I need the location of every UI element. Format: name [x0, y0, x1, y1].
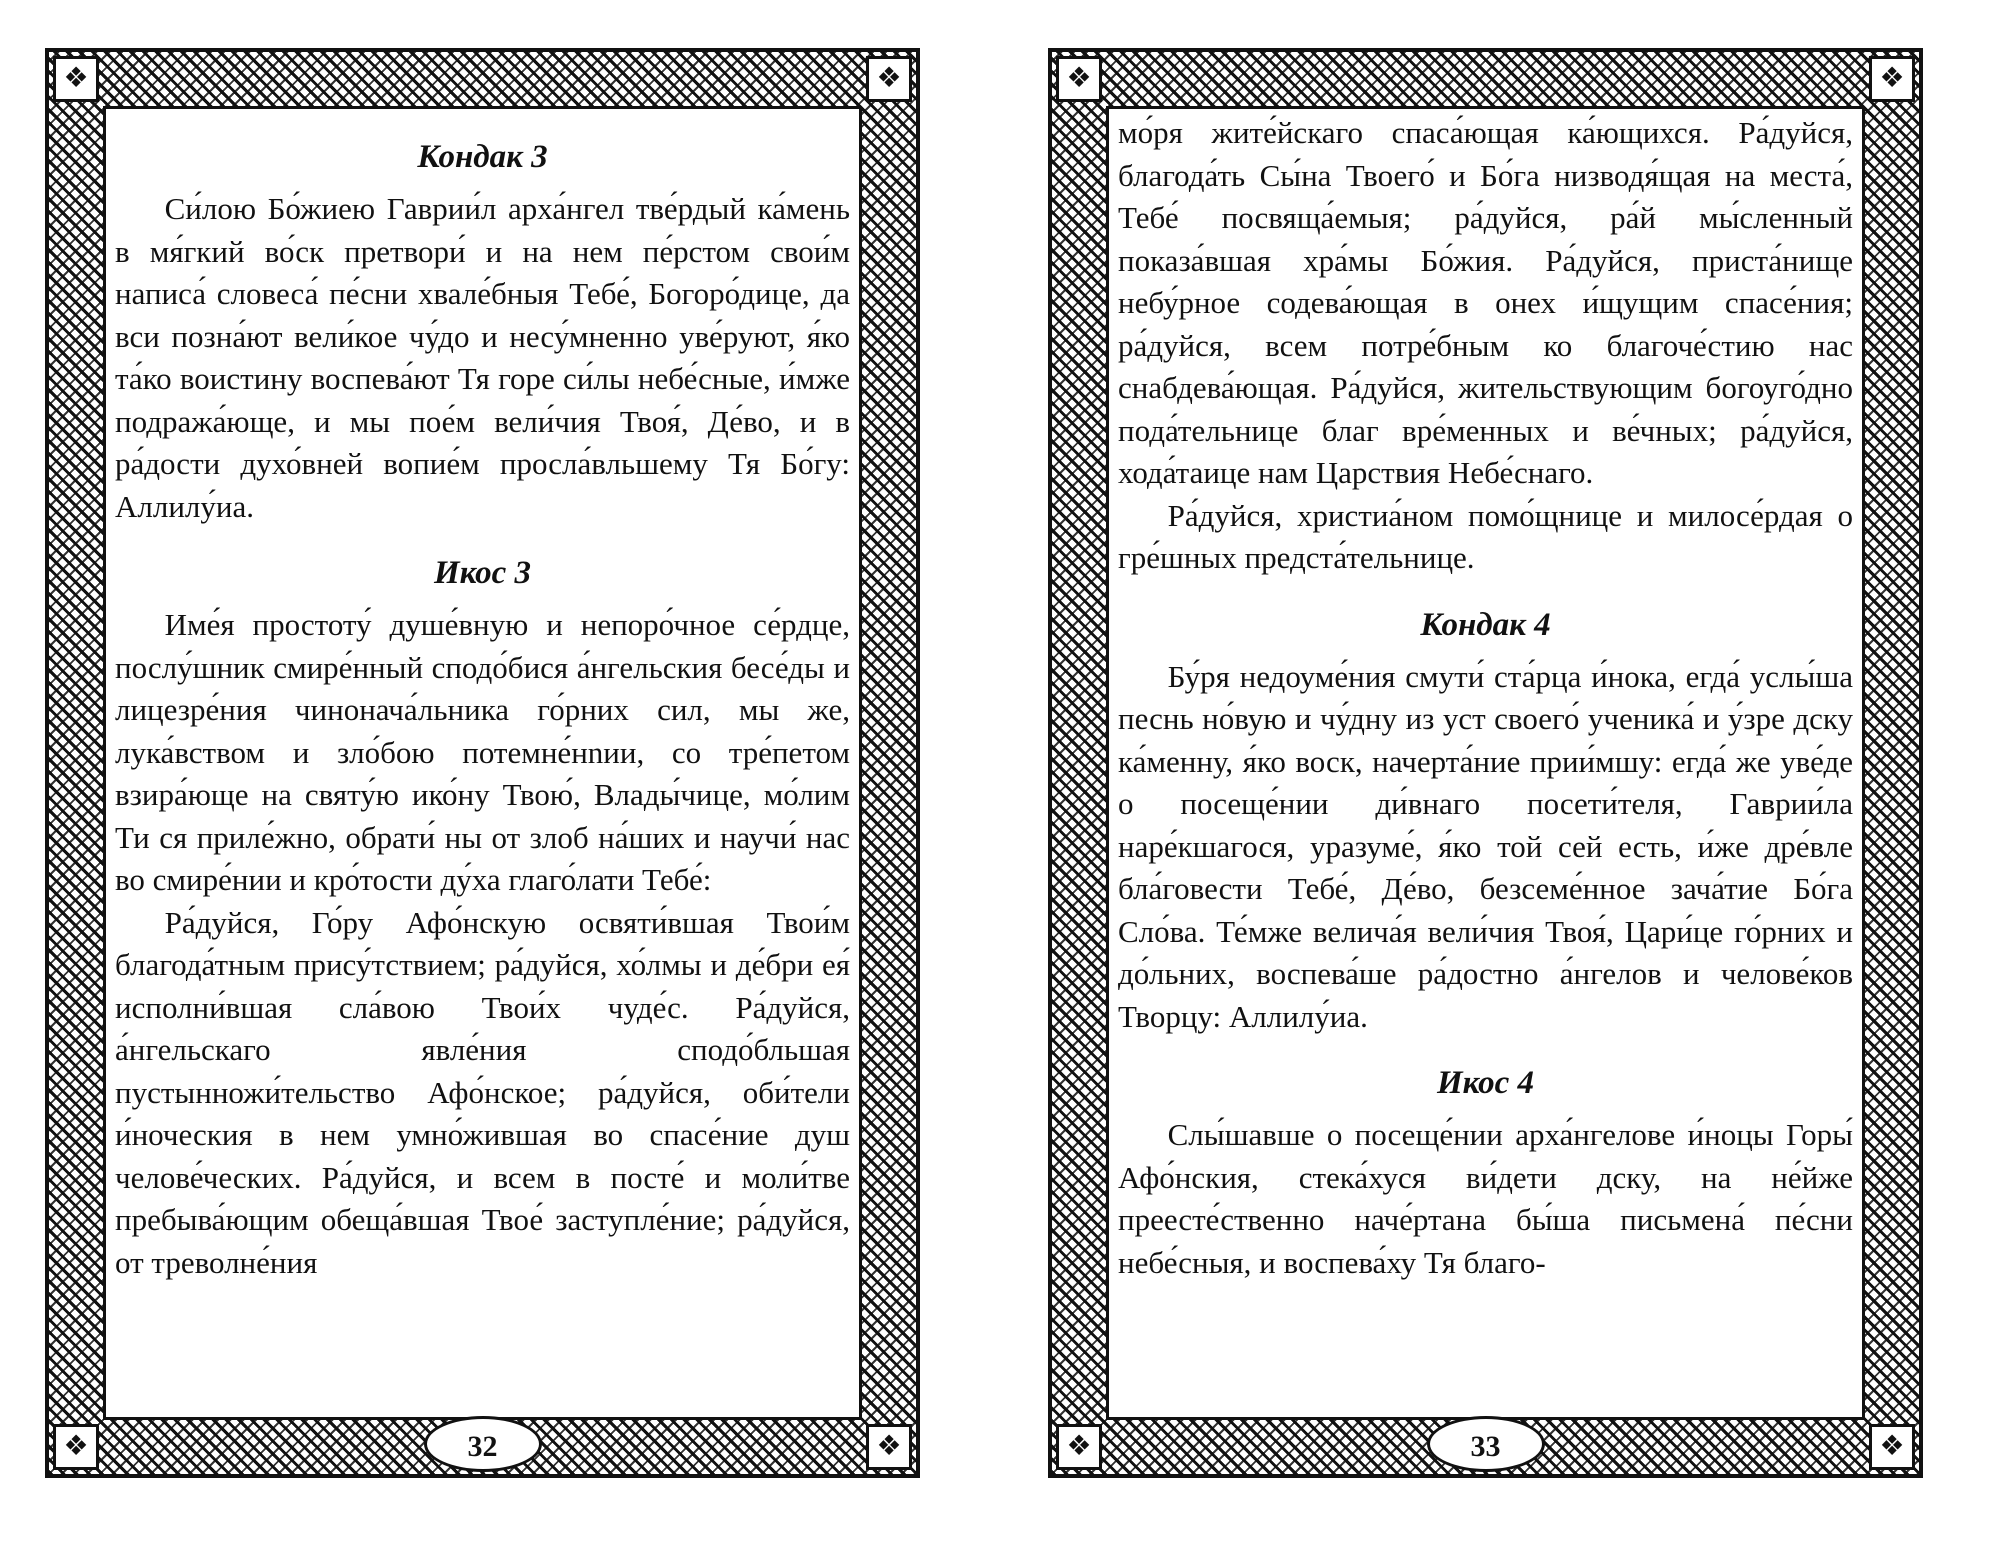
corner-ornament-icon: ❖	[53, 56, 99, 102]
ikos-title: Икос 3	[433, 555, 532, 591]
page-number: 33	[1427, 1416, 1545, 1472]
right-page	[1048, 48, 1923, 1478]
corner-ornament-icon: ❖	[1869, 1424, 1915, 1470]
page-content	[1118, 112, 1853, 1408]
left-page	[45, 48, 920, 1478]
page-number: 32	[424, 1416, 542, 1472]
ikos-text: Име́я простоту́ душе́вную и непоро́чное се́рдце, послу́шник смире́нный сподо́бися а́нгельския бесе́ды и лицезре́ния чинонача́льника го́рних сил, мы же, лука́вством и зло́бою потемне́нnии, со тре́петом взира́юще на святу́ю ико́ну Твою́, Влады́чице, мо́лим Ти ся приле́жно, обрати́ ны от злоб на́ших и научи́ нас во смире́нии и кро́тости ду́ха глаго́лати Тебе́:	[115, 607, 850, 897]
continued-text: мо́ря жите́йскаго спаса́ющая ка́ющихся. Ра́дуйся, благода́ть Сы́на Твоего́ и Бо́га низводя́щая на места́, Тебе́ посвяща́емыя; ра́дуйся, ра́й мы́сленный показа́вшая хра́мы Бо́жия. Ра́дуйся, приста́нище небу́рное содева́ющая в онех и́щущим спасе́ния; ра́дуйся, всем потре́бным ко благоче́стию нас снабдева́ющая. Ра́дуйся, жительствующим богоуго́дно пода́тельнице благ вре́менных и ве́чных; ра́дуйся, хода́таице нам Царствия Небе́снаго.	[1118, 115, 1853, 490]
kondak-text: Бу́ря недоуме́ния смути́ ста́рца и́нока, егда́ услы́ша песнь но́вую и чу́дну из уст своего́ ученика́ и у́зре дску ка́менну, я́ко воск, начерта́ние прии́мшу: егда́ же уве́де о посеще́нии ди́внаго посети́теля, Гаврии́ла наре́кшагося, уразуме́, я́ко той сей есть, и́же дре́вле бла́говести Тебе́, Де́во, безсеме́нное зача́тие Бо́га Сло́ва. Те́мже велича́я вели́чия Твоя́, Цари́це го́рних и до́льних, воспева́ше ра́достно а́нгелов и челове́ков Творцу: Аллилу́иа.	[1118, 658, 1853, 1034]
kondak-text: Си́лою Бо́жиею Гаврии́л арха́нгел тве́рдый ка́мень в мя́гкий во́ск претвори́ и на нем пе́рстом свои́м написа́ словеса́ пе́сни хвале́бныя Тебе́, Богоро́дице, да вси позна́ют вели́кое чу́до и несу́мненно уве́руют, я́ко та́ко воистину воспева́ют Тя горе си́лы небе́сные, и́мже подража́юще, и мы пое́м вели́чия Твоя́, Де́во, и в ра́дости духо́вней вопие́м просла́вльшему Тя Бо́гу: Аллилу́иа.	[115, 191, 850, 524]
ikos-text: Слы́шавше о посеще́нии арха́нгелове и́ноцы Горы́ Афо́нския, стека́хуся ви́дети дску, на не́йже преесте́ственно наче́ртана бы́ша письмена́ пе́сни небе́сныя, и воспева́ху Тя благо-	[1118, 1117, 1853, 1280]
corner-ornament-icon: ❖	[866, 1424, 912, 1470]
corner-ornament-icon: ❖	[53, 1424, 99, 1470]
refrain-text: Ра́дуйся, христиа́ном помо́щнице и милосе́рдая о гре́шных предста́тельнице.	[1118, 497, 1853, 575]
page-content	[115, 112, 850, 1408]
corner-ornament-icon: ❖	[866, 56, 912, 102]
kondak-title: Кондак 4	[1420, 606, 1551, 643]
corner-ornament-icon: ❖	[1056, 56, 1102, 102]
kondak-title: Кондак 3	[417, 139, 548, 175]
ikos-continuation: Ра́дуйся, Го́ру Афо́нскую освяти́вшая Твои́м благода́тным прису́тствием; ра́дуйся, хо́лмы и де́бри ея́ исполни́вшая сла́вою Твои́х чуде́с. Ра́дуйся, а́нгельскаго явле́ния сподо́бльшая пустынножи́тельство Афо́нское; ра́дуйся, оби́тели и́ноческия в нем умно́жившая во спасе́ние душ челове́ческих. Ра́дуйся, и всем в посте́ и моли́тве пребыва́ющим обеща́вшая Твое́ заступле́ние; ра́дуйся, от треволне́ния	[115, 904, 850, 1280]
corner-ornament-icon: ❖	[1056, 1424, 1102, 1470]
ikos-title: Икос 4	[1436, 1065, 1535, 1101]
corner-ornament-icon: ❖	[1869, 56, 1915, 102]
